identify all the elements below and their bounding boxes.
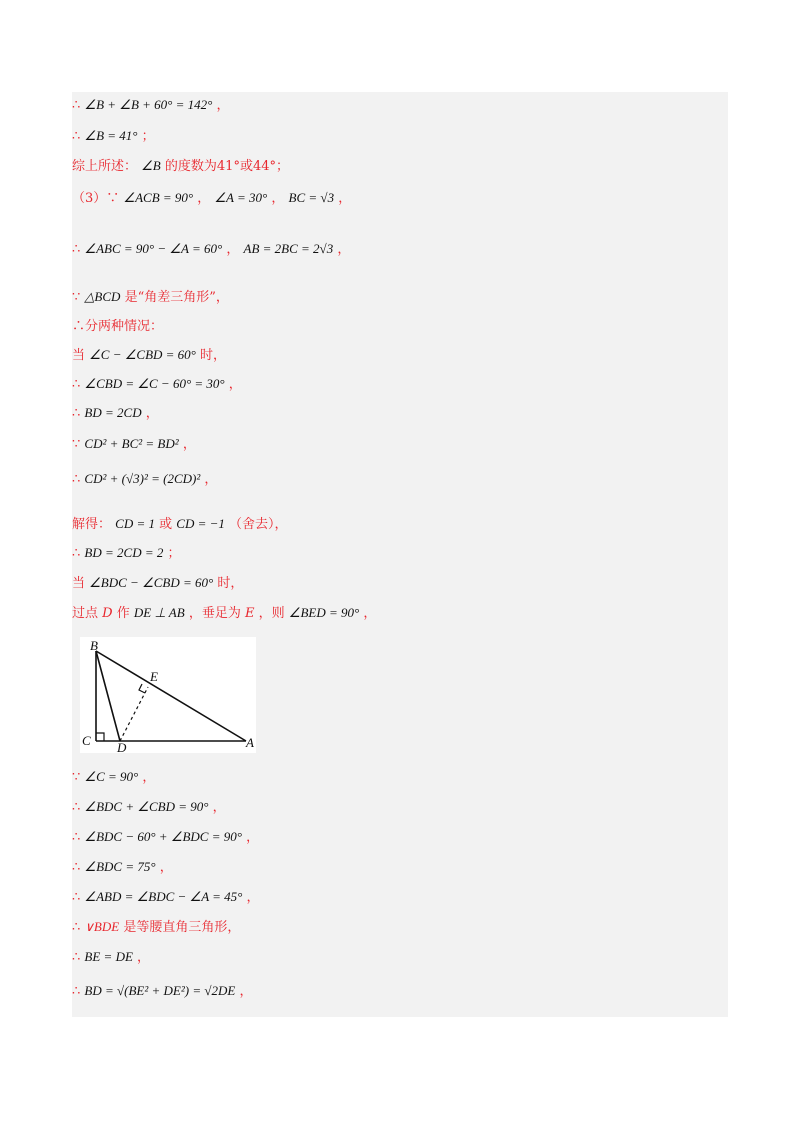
right-angle-c — [96, 733, 104, 741]
equation: ∠B = 41° — [84, 128, 138, 143]
text: 或 — [159, 517, 173, 532]
equation: CD² + (√3)² = (2CD)² — [84, 471, 201, 486]
text: 是等腰直角三角形， — [123, 920, 241, 935]
line-15 — [72, 574, 243, 593]
right-angle-e — [139, 684, 145, 693]
label-e: E — [150, 669, 158, 684]
label-c: C — [82, 733, 91, 748]
equation: ∠B + ∠B + 60° = 142° — [84, 97, 213, 112]
punct: ， — [142, 770, 156, 785]
punct: ， — [246, 890, 260, 905]
punct: ， — [137, 950, 151, 965]
equation: BD = √(BE² + DE²) = √2DE — [84, 983, 236, 998]
summary-label: 综上所述： — [72, 159, 138, 174]
therefore-symbol: ∴ — [72, 890, 81, 905]
triangle-diagram — [80, 637, 256, 753]
line-18 — [72, 798, 226, 817]
label-d: D — [117, 740, 127, 753]
line-9 — [72, 375, 242, 394]
line-19 — [72, 828, 259, 847]
equation: BC = √3 — [288, 190, 335, 205]
label-b: B — [90, 638, 98, 653]
line-7 — [72, 318, 163, 336]
equation: BD = 2CD = 2 — [84, 545, 164, 560]
punct: ， — [159, 860, 173, 875]
therefore-symbol: ∴ — [72, 472, 81, 487]
text: 当 — [72, 348, 86, 363]
punct: ， — [246, 830, 260, 845]
text: 解得： — [72, 517, 112, 532]
text: 时， — [200, 348, 227, 363]
punct: ， — [197, 191, 211, 206]
because-symbol: ∵ — [72, 290, 81, 305]
line-8 — [72, 346, 226, 365]
equation: CD = −1 — [176, 516, 225, 531]
text: 时， — [217, 576, 244, 591]
equation: CD = 1 — [115, 516, 155, 531]
equation: BD = 2CD — [84, 405, 142, 420]
text: 作 — [116, 606, 130, 621]
therefore-symbol: ∴ — [72, 800, 81, 815]
equation: DE ⊥ AB — [133, 605, 185, 620]
side-ba — [96, 651, 246, 741]
line-23 — [72, 948, 150, 967]
therefore-symbol: ∴ — [72, 546, 81, 561]
because-symbol: ∵ — [72, 437, 81, 452]
equation: ∠C = 90° — [84, 769, 139, 784]
text: 过点 — [72, 606, 99, 621]
line-21 — [72, 888, 260, 907]
line-6 — [72, 288, 229, 307]
text: ，则 — [258, 606, 285, 621]
line-5: ∴ ∠ABC = 90° − ∠A = 60° ， AB = 2BC = 2√3 ， — [72, 241, 351, 257]
text: ，垂足为 — [188, 606, 241, 621]
equation: ∠B — [141, 158, 161, 173]
line-3 — [72, 157, 289, 176]
line-14 — [72, 544, 181, 563]
line-10 — [72, 404, 159, 423]
segment-bd — [96, 651, 120, 741]
triangle-name: ∨BDE — [84, 919, 120, 934]
segment-de — [120, 687, 148, 741]
therefore-symbol: ∴ — [72, 377, 81, 392]
equation: ∠CBD = ∠C − 60° = 30° — [84, 376, 225, 391]
equation: BE = DE — [84, 949, 133, 964]
equation: △BCD — [84, 289, 121, 304]
line-2 — [72, 127, 155, 146]
therefore-symbol: ∴ — [72, 129, 81, 144]
equation: ∠A = 30° — [214, 190, 268, 205]
line-16 — [72, 604, 376, 623]
equation: ∠BDC − 60° + ∠BDC = 90° — [84, 829, 242, 844]
point-label: E — [245, 606, 255, 621]
punct: ， — [239, 984, 253, 999]
line-20 — [72, 858, 173, 877]
punct: ， — [228, 377, 242, 392]
punct: ； — [141, 129, 155, 144]
equation: CD² + BC² = BD² — [84, 436, 179, 451]
therefore-symbol: ∴ — [72, 950, 81, 965]
punct: ； — [167, 546, 181, 561]
therefore-symbol: ∴ — [72, 984, 81, 999]
line-4: （3）∵ ∠ACB = 90° ， ∠A = 30° ， BC = √3 ， — [72, 190, 352, 206]
line-17 — [72, 768, 155, 787]
label-a: A — [246, 735, 254, 750]
equation: ∠ABC = 90° − ∠A = 60° — [84, 241, 223, 256]
therefore-symbol: ∴ — [72, 406, 81, 421]
summary-text: 的度数为41°或44°； — [164, 159, 289, 174]
punct: ， — [145, 406, 159, 421]
punct: ， — [212, 800, 226, 815]
line-22 — [72, 918, 240, 937]
part-label: （3）∵ — [72, 191, 120, 206]
text: 是“角差三角形”， — [124, 290, 229, 305]
triangle-figure — [80, 637, 256, 753]
text: （舍去）， — [229, 517, 288, 532]
text: 当 — [72, 576, 86, 591]
line-13 — [72, 515, 288, 534]
punct: ， — [216, 98, 230, 113]
line-12 — [72, 470, 217, 489]
equation: ∠BDC + ∠CBD = 90° — [84, 799, 209, 814]
line-24 — [72, 982, 253, 1001]
punct: ， — [226, 242, 240, 257]
therefore-symbol: ∴ — [72, 98, 81, 113]
equation: AB = 2BC = 2√3 — [243, 241, 334, 256]
line-1 — [72, 96, 229, 115]
line-11 — [72, 435, 196, 454]
therefore-symbol: ∴ — [72, 242, 81, 257]
because-symbol: ∵ — [72, 770, 81, 785]
punct: ， — [204, 472, 218, 487]
equation: ∠BED = 90° — [288, 605, 360, 620]
equation: ∠ABD = ∠BDC − ∠A = 45° — [84, 889, 243, 904]
text: ∴分两种情况： — [72, 319, 164, 334]
therefore-symbol: ∴ — [72, 830, 81, 845]
point-label: D — [102, 606, 113, 621]
equation: ∠BDC = 75° — [84, 859, 156, 874]
therefore-symbol: ∴ — [72, 920, 81, 935]
equation: ∠ACB = 90° — [123, 190, 194, 205]
equation: ∠C − ∠CBD = 60° — [89, 347, 196, 362]
punct: ， — [363, 606, 377, 621]
equation: ∠BDC − ∠CBD = 60° — [89, 575, 214, 590]
punct: ， — [182, 437, 196, 452]
therefore-symbol: ∴ — [72, 860, 81, 875]
